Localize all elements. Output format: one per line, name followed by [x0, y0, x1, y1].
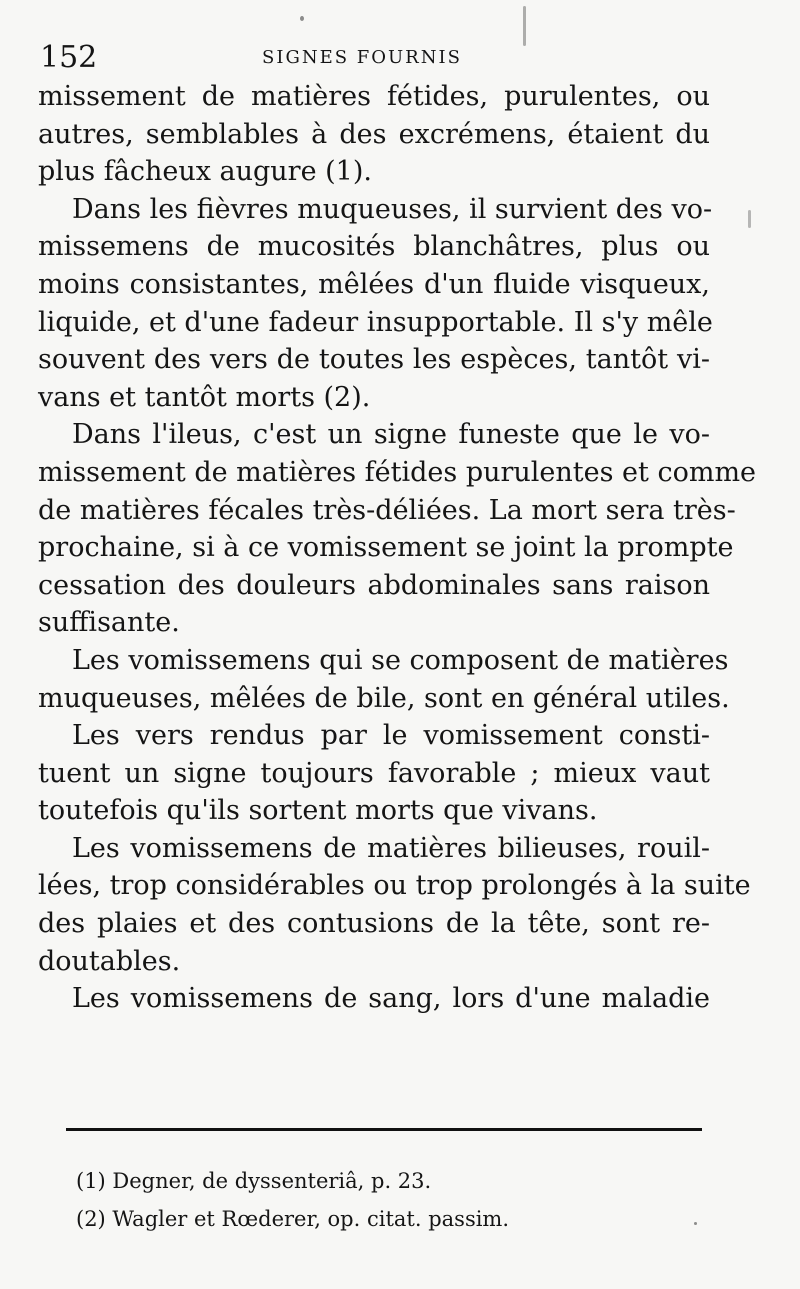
paragraph: [38, 830, 751, 980]
text-line: de matières fécales très-déliées. La mort sera très-: [38, 494, 736, 526]
paragraph: [38, 191, 713, 417]
text-line: plus fâcheux augure (1).: [38, 156, 372, 188]
text-line: toutefois qu'ils sortent morts que vivans.: [38, 795, 598, 827]
footnote-separator-rule: [66, 1128, 702, 1131]
text-line: missement de matières fétides, purulentes, ou: [38, 81, 710, 112]
text-line: lées, trop considérables ou trop prolongés à la suite: [38, 870, 751, 902]
text-line: Les vomissemens de matières bilieuses, rouil-: [72, 832, 710, 864]
print-speck: [694, 1222, 697, 1225]
text-line: autres, semblables à des excrémens, étaient du: [38, 118, 710, 150]
footnotes: [76, 1162, 716, 1238]
footnote: (2) Wagler et Rœderer, op. citat. passim.: [76, 1207, 510, 1231]
text-line: missemens de mucosités blanchâtres, plus ou: [38, 231, 710, 263]
text-line: souvent des vers de toutes les espèces, tantôt vi-: [38, 344, 710, 376]
print-speck: [748, 210, 751, 228]
text-line: vans et tantôt morts (2).: [38, 381, 371, 413]
footnote: (1) Degner, de dyssenteriâ, p. 23.: [76, 1169, 432, 1193]
text-line: muqueuses, mêlées de bile, sont en général utiles.: [38, 682, 730, 714]
text-line: Les vomissemens de sang, lors d'une maladie: [72, 983, 710, 1015]
paragraph: [38, 717, 710, 830]
text-line: missement de matières fétides purulentes et comme: [38, 456, 757, 488]
text-line: Les vomissemens qui se composent de matières: [72, 644, 729, 676]
text-line: Dans les fièvres muqueuses, il survient des vo-: [72, 193, 713, 225]
print-speck: [523, 6, 526, 46]
page-header: [40, 38, 760, 78]
body-text: [38, 78, 757, 1018]
text-line: cessation des douleurs abdominales sans raison: [38, 569, 710, 601]
page-number: 152: [40, 40, 98, 75]
text-line: tuent un signe toujours favorable ; mieux vaut: [38, 757, 710, 789]
paragraph: [38, 980, 710, 1018]
text-line: liquide, et d'une fadeur insupportable. Il s'y mêle: [38, 306, 713, 338]
text-line: doutables.: [38, 945, 181, 977]
text-line: Les vers rendus par le vomissement consti-: [72, 720, 710, 752]
paragraph: [38, 416, 757, 642]
text-line: prochaine, si à ce vomissement se joint la prompte: [38, 532, 734, 564]
text-line: moins consistantes, mêlées d'un fluide visqueux,: [38, 268, 710, 300]
paragraph: [38, 642, 730, 717]
text-line: des plaies et des contusions de la tête, sont re-: [38, 908, 710, 940]
text-line: suffisante.: [38, 607, 180, 639]
print-speck: [300, 16, 304, 21]
running-head: SIGNES FOURNIS: [262, 47, 462, 68]
paragraph: [38, 78, 710, 191]
text-line: Dans l'ileus, c'est un signe funeste que le vo-: [72, 419, 710, 451]
